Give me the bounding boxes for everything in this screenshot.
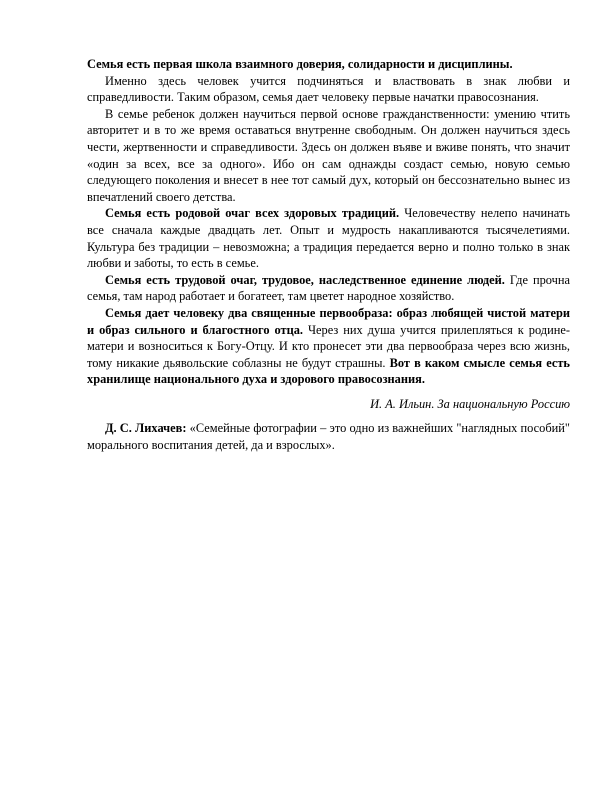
paragraph-4-text: Человечеству нелепо начинать все сначала каждые двадцать лет. Опыт и мудрость накапливаются тысячелетиями. Культура без традиции – невозможна; а традиция передается верно и полно только в знак любви и заботы, то есть в семье. bbox=[87, 206, 570, 271]
paragraph-3-text: В семье ребенок должен научиться первой основе гражданственности: умению чтить авторитет и в то же время оставаться внутренне свободным. Он должен научиться здесь чести, жертвенности и справедливости. Здесь он должен въяве и вживе понять, что значит «один за всех, все за одного». Ибо он сам однажды создаст семью, новую семью следующего поколения и внесет в нее тот самый дух, который он бессознательно вынес из впечатлений своего детства. bbox=[87, 106, 570, 204]
paragraph-5 bbox=[87, 272, 570, 305]
quote-text: «Семейные фотографии – это одно из важнейших "наглядных пособий" морального воспитания детей, да и взрослых». bbox=[87, 421, 570, 453]
paragraph-3 bbox=[87, 106, 570, 206]
paragraph-4 bbox=[87, 205, 570, 271]
paragraph-6-bold-end: Вот в каком смысле семья есть хранилище национального духа и здорового правосознания. bbox=[87, 355, 570, 387]
quote-author: Д. С. Лихачев: bbox=[105, 421, 187, 436]
paragraph-2 bbox=[87, 73, 570, 106]
paragraph-1 bbox=[87, 56, 570, 73]
paragraph-6-text: Через них душа учится прилепляться к родине-матери и возноситься к Богу-Отцу. И кто пронесет эти два первообраза через всю жизнь, тому никакие дьявольские соблазны не будут страшны. bbox=[87, 322, 570, 370]
paragraph-6-bold: Семья дает человеку два священные первообраза: образ любящей чистой матери и образ сильного и благостного отца. bbox=[87, 305, 570, 337]
document-page bbox=[87, 56, 570, 460]
paragraph-5-bold: Семья есть трудовой очаг, трудовое, наследственное единение людей. bbox=[105, 272, 505, 287]
paragraph-6 bbox=[87, 305, 570, 388]
paragraph-4-bold: Семья есть родовой очаг всех здоровых традиций. bbox=[105, 206, 400, 221]
paragraph-2-text: Именно здесь человек учится подчиняться и властвовать в знак любви и справедливости. Таким образом, семья дает человеку первые начатки правосознания. bbox=[87, 73, 570, 105]
quote-paragraph bbox=[87, 420, 570, 453]
paragraph-1-bold: Семья есть первая школа взаимного доверия, солидарности и дисциплины. bbox=[87, 57, 513, 71]
signature: И. А. Ильин. За национальную Россию bbox=[370, 396, 570, 411]
paragraph-5-text: Где прочна семья, там народ работает и богатеет, там цветет народное хозяйство. bbox=[87, 272, 571, 304]
